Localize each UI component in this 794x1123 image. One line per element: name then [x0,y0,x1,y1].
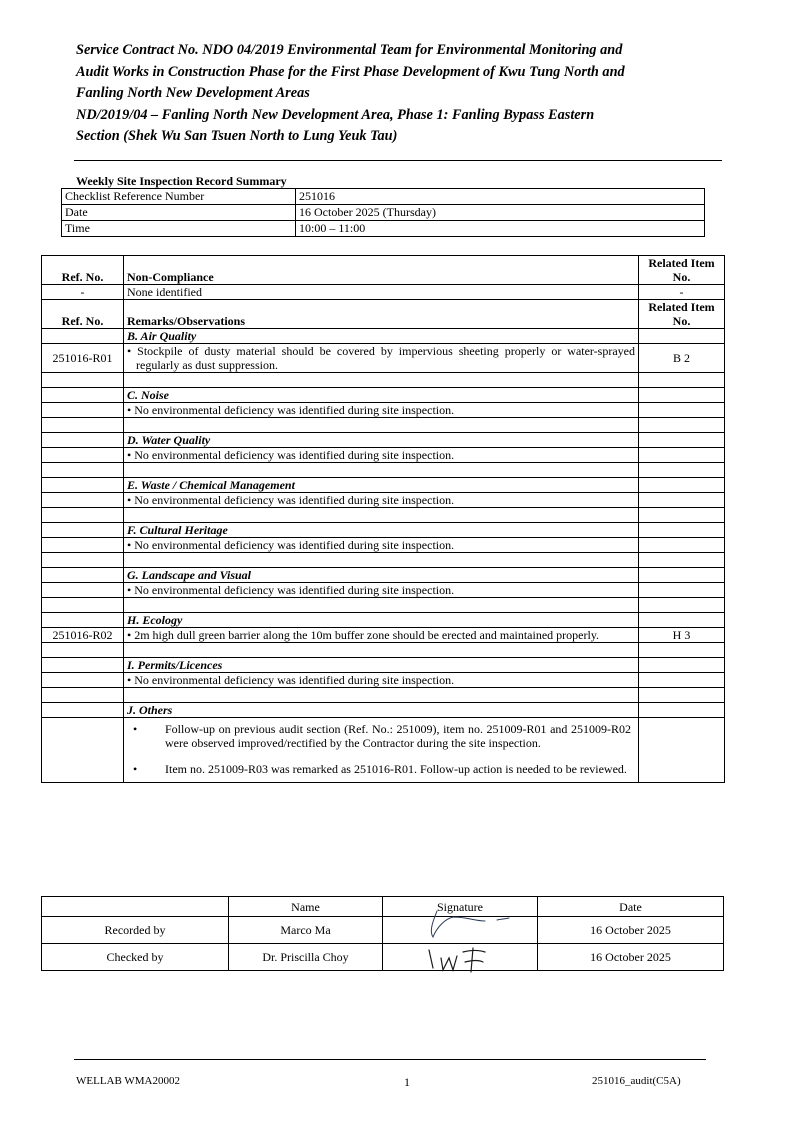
spacer-row [42,598,725,613]
remark-text-body: No environmental deficiency was identified during site inspection. [134,403,455,417]
blank-cell [639,598,725,613]
blank-cell [42,373,124,388]
blank-cell [639,553,725,568]
spacer-row [42,508,725,523]
signature-cell [383,944,538,971]
summary-table [61,188,705,237]
signoff-role: Recorded by [42,917,229,944]
remark-text-body: No environmental deficiency was identified during site inspection. [134,538,455,552]
blank-cell [42,598,124,613]
category-row [42,568,725,583]
category-row [42,433,725,448]
blank-cell [42,418,124,433]
category-title: I. Permits/Licences [124,658,639,673]
spacer-row [42,553,725,568]
category-title: B. Air Quality [124,329,639,344]
remark-row [42,403,725,418]
summary-row [62,189,705,205]
blank-cell [124,688,639,703]
noncompliance-ref: - [42,285,124,300]
footer-left: WELLAB WMA20002 [76,1075,180,1087]
remark-text [124,403,639,418]
blank-cell [639,523,725,538]
header-line: Section (Shek Wu San Tsuen North to Lung Yeuk Tau) [76,128,398,145]
blank-cell [42,703,124,718]
category-title: E. Waste / Chemical Management [124,478,639,493]
remark-ref [42,403,124,418]
others-item-text: Item no. 251009-R03 was remarked as 251016-R01. Follow-up action is needed to be reviewed. [165,762,627,776]
remark-row [42,583,725,598]
col-related-item-header: Related Item No. [639,300,725,329]
signoff-row-recorded [42,917,724,944]
blank-cell [639,463,725,478]
category-title: C. Noise [124,388,639,403]
blank-cell [124,373,639,388]
noncompliance-header-row [42,256,725,285]
category-row [42,703,725,718]
signoff-header-blank [42,897,229,917]
category-title: J. Others [124,703,639,718]
blank-cell [42,718,124,783]
remark-row [42,448,725,463]
remark-text-body: No environmental deficiency was identified during site inspection. [134,583,455,597]
signoff-date: 16 October 2025 [538,944,724,971]
category-title: H. Ecology [124,613,639,628]
inspection-table [41,255,725,783]
bullet-icon: • [127,493,132,507]
remark-related-item [639,673,725,688]
remark-row [42,344,725,373]
summary-row [62,205,705,221]
remark-related-item: B 2 [639,344,725,373]
blank-cell [639,688,725,703]
remark-row [42,493,725,508]
remark-text [124,448,639,463]
category-row [42,658,725,673]
summary-value: 251016 [296,189,705,205]
blank-cell [42,433,124,448]
remark-text [124,493,639,508]
col-remarks-header: Remarks/Observations [124,300,639,329]
remark-ref [42,583,124,598]
remark-text [124,538,639,553]
bullet-icon: • [127,448,132,462]
blank-cell [639,718,725,783]
remark-text [124,628,639,643]
remark-text-body: 2m high dull green barrier along the 10m buffer zone should be erected and maintained properly. [134,628,600,642]
header-line: Fanling North New Development Areas [76,85,310,102]
remark-ref [42,493,124,508]
remark-row [42,628,725,643]
remark-ref: 251016-R02 [42,628,124,643]
signature-image-recorded [423,907,533,941]
category-title: G. Landscape and Visual [124,568,639,583]
bullet-icon: • [127,628,132,642]
signoff-name: Dr. Priscilla Choy [229,944,383,971]
signature-image-checked [421,944,501,974]
bullet-icon: • [127,583,132,597]
blank-cell [639,433,725,448]
blank-cell [124,553,639,568]
remark-text [124,583,639,598]
category-row [42,613,725,628]
blank-cell [124,418,639,433]
summary-label: Time [62,221,296,237]
spacer-row [42,418,725,433]
signature-cell [383,917,538,944]
remarks-header-row [42,300,725,329]
remark-ref [42,673,124,688]
blank-cell [639,388,725,403]
blank-cell [124,643,639,658]
blank-cell [124,463,639,478]
bullet-icon: • [127,403,132,417]
bullet-icon: • [127,344,132,358]
bullet-icon: • [133,722,138,736]
blank-cell [124,598,639,613]
signoff-date: 16 October 2025 [538,917,724,944]
bullet-icon: • [127,673,132,687]
remark-related-item [639,448,725,463]
header-divider [74,160,722,161]
signoff-name: Marco Ma [229,917,383,944]
signoff-table [41,896,724,971]
blank-cell [639,613,725,628]
remark-related-item: H 3 [639,628,725,643]
blank-cell [42,478,124,493]
others-cell [124,718,639,783]
summary-value: 16 October 2025 (Thursday) [296,205,705,221]
remark-row [42,538,725,553]
blank-cell [42,643,124,658]
blank-cell [42,329,124,344]
blank-cell [42,568,124,583]
blank-cell [639,643,725,658]
blank-cell [639,508,725,523]
category-row [42,478,725,493]
remark-text [124,344,639,373]
col-ref-header: Ref. No. [42,300,124,329]
blank-cell [639,418,725,433]
others-item [127,722,635,750]
remark-text-body: No environmental deficiency was identified during site inspection. [134,448,455,462]
remark-ref [42,538,124,553]
summary-label: Checklist Reference Number [62,189,296,205]
category-row [42,329,725,344]
col-ref-header: Ref. No. [42,256,124,285]
blank-cell [639,703,725,718]
spacer-row [42,688,725,703]
header-line: ND/2019/04 – Fanling North New Development Area, Phase 1: Fanling Bypass Eastern [76,106,595,123]
summary-row [62,221,705,237]
remark-ref: 251016-R01 [42,344,124,373]
category-row [42,523,725,538]
bullet-icon: • [133,762,138,776]
header-line: Service Contract No. NDO 04/2019 Environmental Team for Environmental Monitoring and [76,42,623,58]
others-item-text: Follow-up on previous audit section (Ref. No.: 251009), item no. 251009-R01 and 251009-R02 were observed improved/rectified by the Contractor during the site inspection. [165,722,631,750]
others-row [42,718,725,783]
blank-cell [42,388,124,403]
category-title: F. Cultural Heritage [124,523,639,538]
blank-cell [42,463,124,478]
others-item [127,762,635,776]
signoff-header-signature: Signature [383,897,538,917]
spacer-row [42,373,725,388]
remark-row [42,673,725,688]
signoff-header-row [42,897,724,917]
remark-related-item [639,493,725,508]
others-list [127,722,635,776]
col-noncompliance-header: Non-Compliance [124,256,639,285]
blank-cell [42,658,124,673]
blank-cell [42,613,124,628]
signoff-header-name: Name [229,897,383,917]
remark-text [124,673,639,688]
remark-text-body: Stockpile of dusty material should be covered by impervious sheeting properly or water-sprayed regularly as dust suppression. [136,344,635,372]
summary-label: Date [62,205,296,221]
remark-related-item [639,538,725,553]
spacer-row [42,643,725,658]
summary-title: Weekly Site Inspection Record Summary [76,174,287,188]
header-line: Audit Works in Construction Phase for the First Phase Development of Kwu Tung North and [76,63,625,80]
col-related-item-header: Related Item No. [639,256,725,285]
page-number: 1 [404,1075,410,1089]
signoff-header-date: Date [538,897,724,917]
blank-cell [42,688,124,703]
signoff-row-checked [42,944,724,971]
noncompliance-item: - [639,285,725,300]
signoff-role: Checked by [42,944,229,971]
remark-related-item [639,583,725,598]
remark-related-item [639,403,725,418]
blank-cell [639,658,725,673]
remark-ref [42,448,124,463]
document-header [76,40,716,148]
summary-value: 10:00 – 11:00 [296,221,705,237]
blank-cell [124,508,639,523]
blank-cell [639,478,725,493]
remark-text-body: No environmental deficiency was identified during site inspection. [134,493,455,507]
category-title: D. Water Quality [124,433,639,448]
blank-cell [639,568,725,583]
spacer-row [42,463,725,478]
noncompliance-desc: None identified [124,285,639,300]
category-row [42,388,725,403]
footer-divider [74,1059,706,1060]
bullet-icon: • [127,538,132,552]
blank-cell [42,553,124,568]
remark-text-body: No environmental deficiency was identified during site inspection. [134,673,455,687]
noncompliance-row [42,285,725,300]
blank-cell [42,508,124,523]
blank-cell [639,329,725,344]
blank-cell [639,373,725,388]
footer-right: 251016_audit(C5A) [592,1075,681,1087]
blank-cell [42,523,124,538]
